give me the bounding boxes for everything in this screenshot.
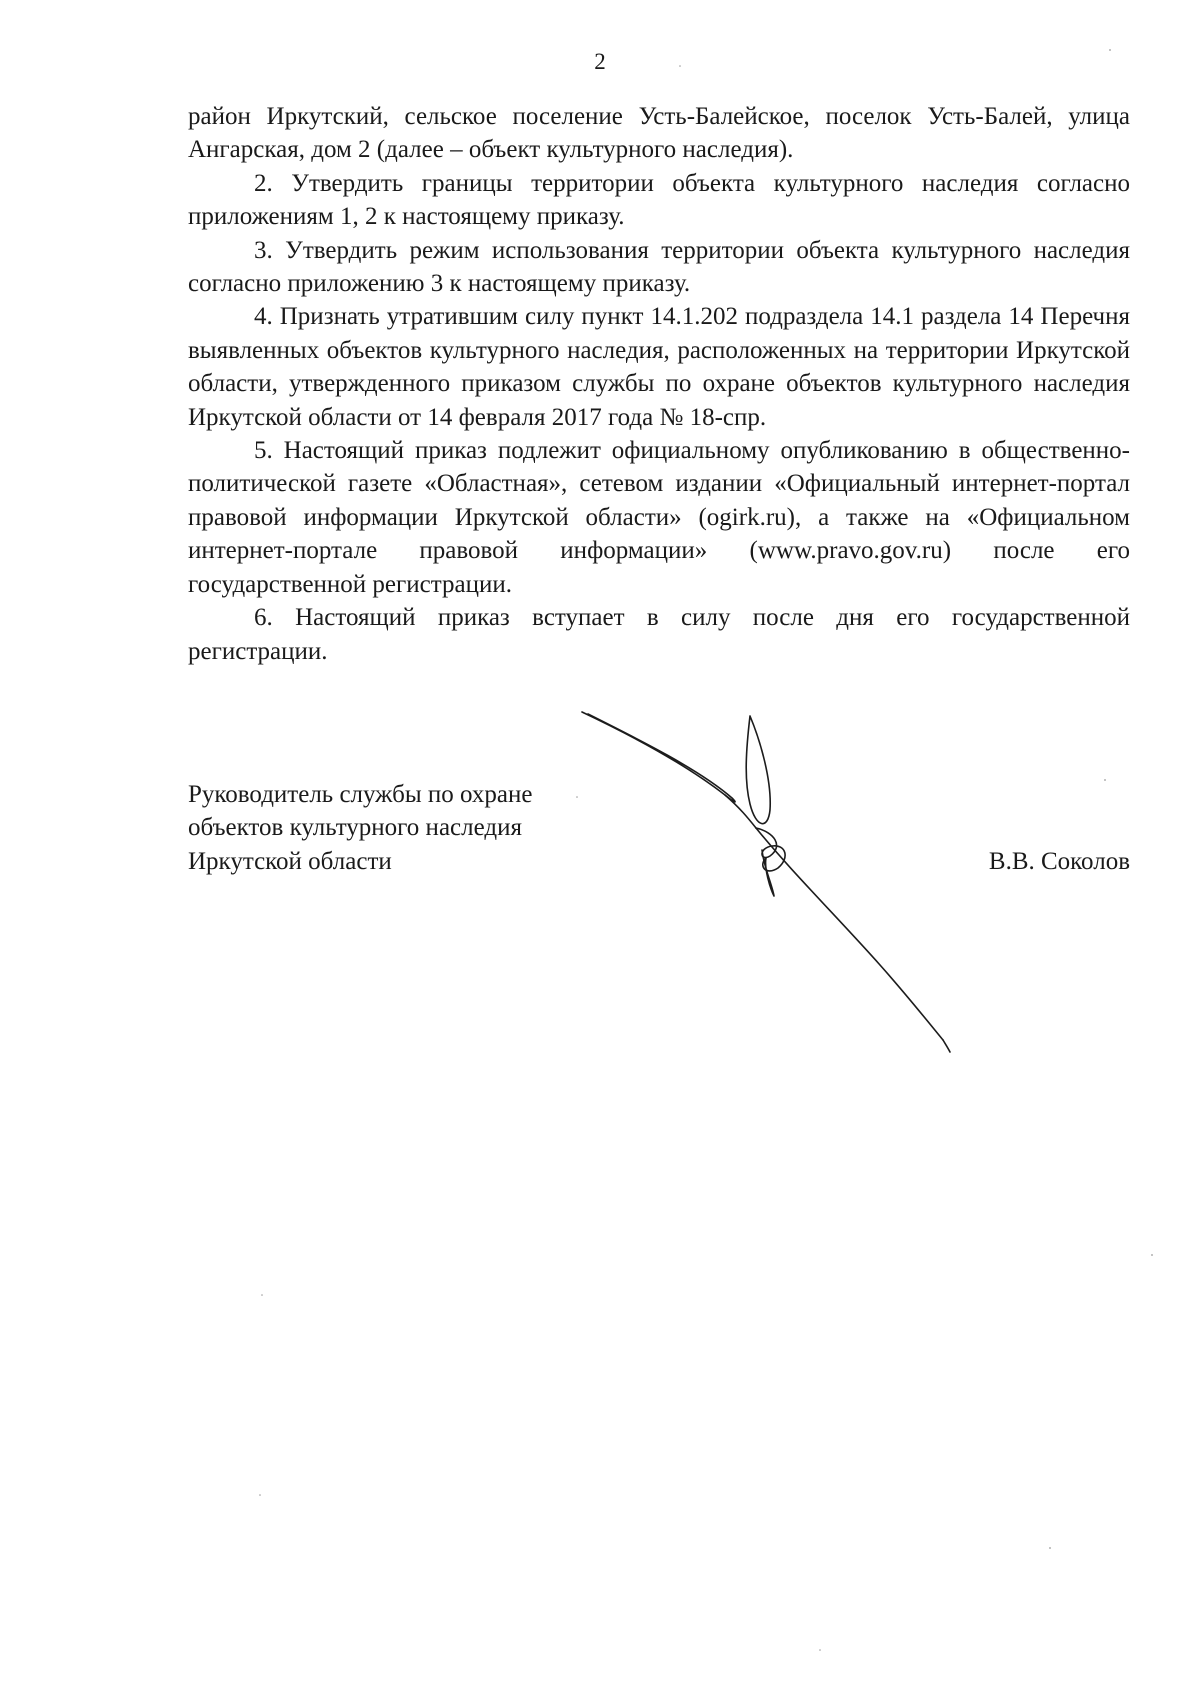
paragraph-4-repeal-clause: 4. Признать утратившим силу пункт 14.1.202 подраздела 14.1 раздела 14 Перечня выявленных объектов культурного наследия, расположенных на территории Иркутской области, утвержденного приказом службы по охране объектов культурного наследия Иркутской области от 14 февраля 2017 года № 18-спр.: [188, 303, 1130, 431]
signer-name: В.В. Соколов: [988, 847, 1130, 875]
paragraph-2-approve-boundaries: 2. Утвердить границы территории объекта культурного наследия согласно приложениям 1, 2 к настоящему приказу.: [188, 169, 1130, 231]
paragraph-6-entry-into-force: 6. Настоящий приказ вступает в силу после дня его государственной регистрации.: [188, 604, 1130, 665]
signature-block: [188, 778, 1130, 878]
order-body-text: [188, 100, 1130, 668]
signer-title-line-2: объектов культурного наследия: [188, 814, 522, 842]
paragraph-3-approve-usage-regime: 3. Утвердить режим использования территории объекта культурного наследия согласно приложению 3 к настоящему приказу.: [188, 236, 1130, 298]
paragraph-1-continuation: район Иркутский, сельское поселение Усть-Балейское, поселок Усть-Балей, улица Ангарская, дом 2 (далее – объект культурного наследия).: [188, 103, 1130, 164]
paragraph-5-publication: 5. Настоящий приказ подлежит официальному опубликованию в общественно-политической газете «Областная», сетевом издании «Официальный интернет-портал правовой информации Иркутской области» (ogirk.ru), а также на «Официальном интернет-портале правовой информации» (www.pravo.gov.ru) после его государственной регистрации.: [188, 437, 1130, 598]
signer-title-line-1: Руководитель службы по охране: [188, 781, 533, 808]
signer-title-line-3: Иркутской области: [188, 847, 392, 875]
handwritten-signature: [560, 700, 980, 1080]
page-number: 2: [594, 49, 606, 74]
